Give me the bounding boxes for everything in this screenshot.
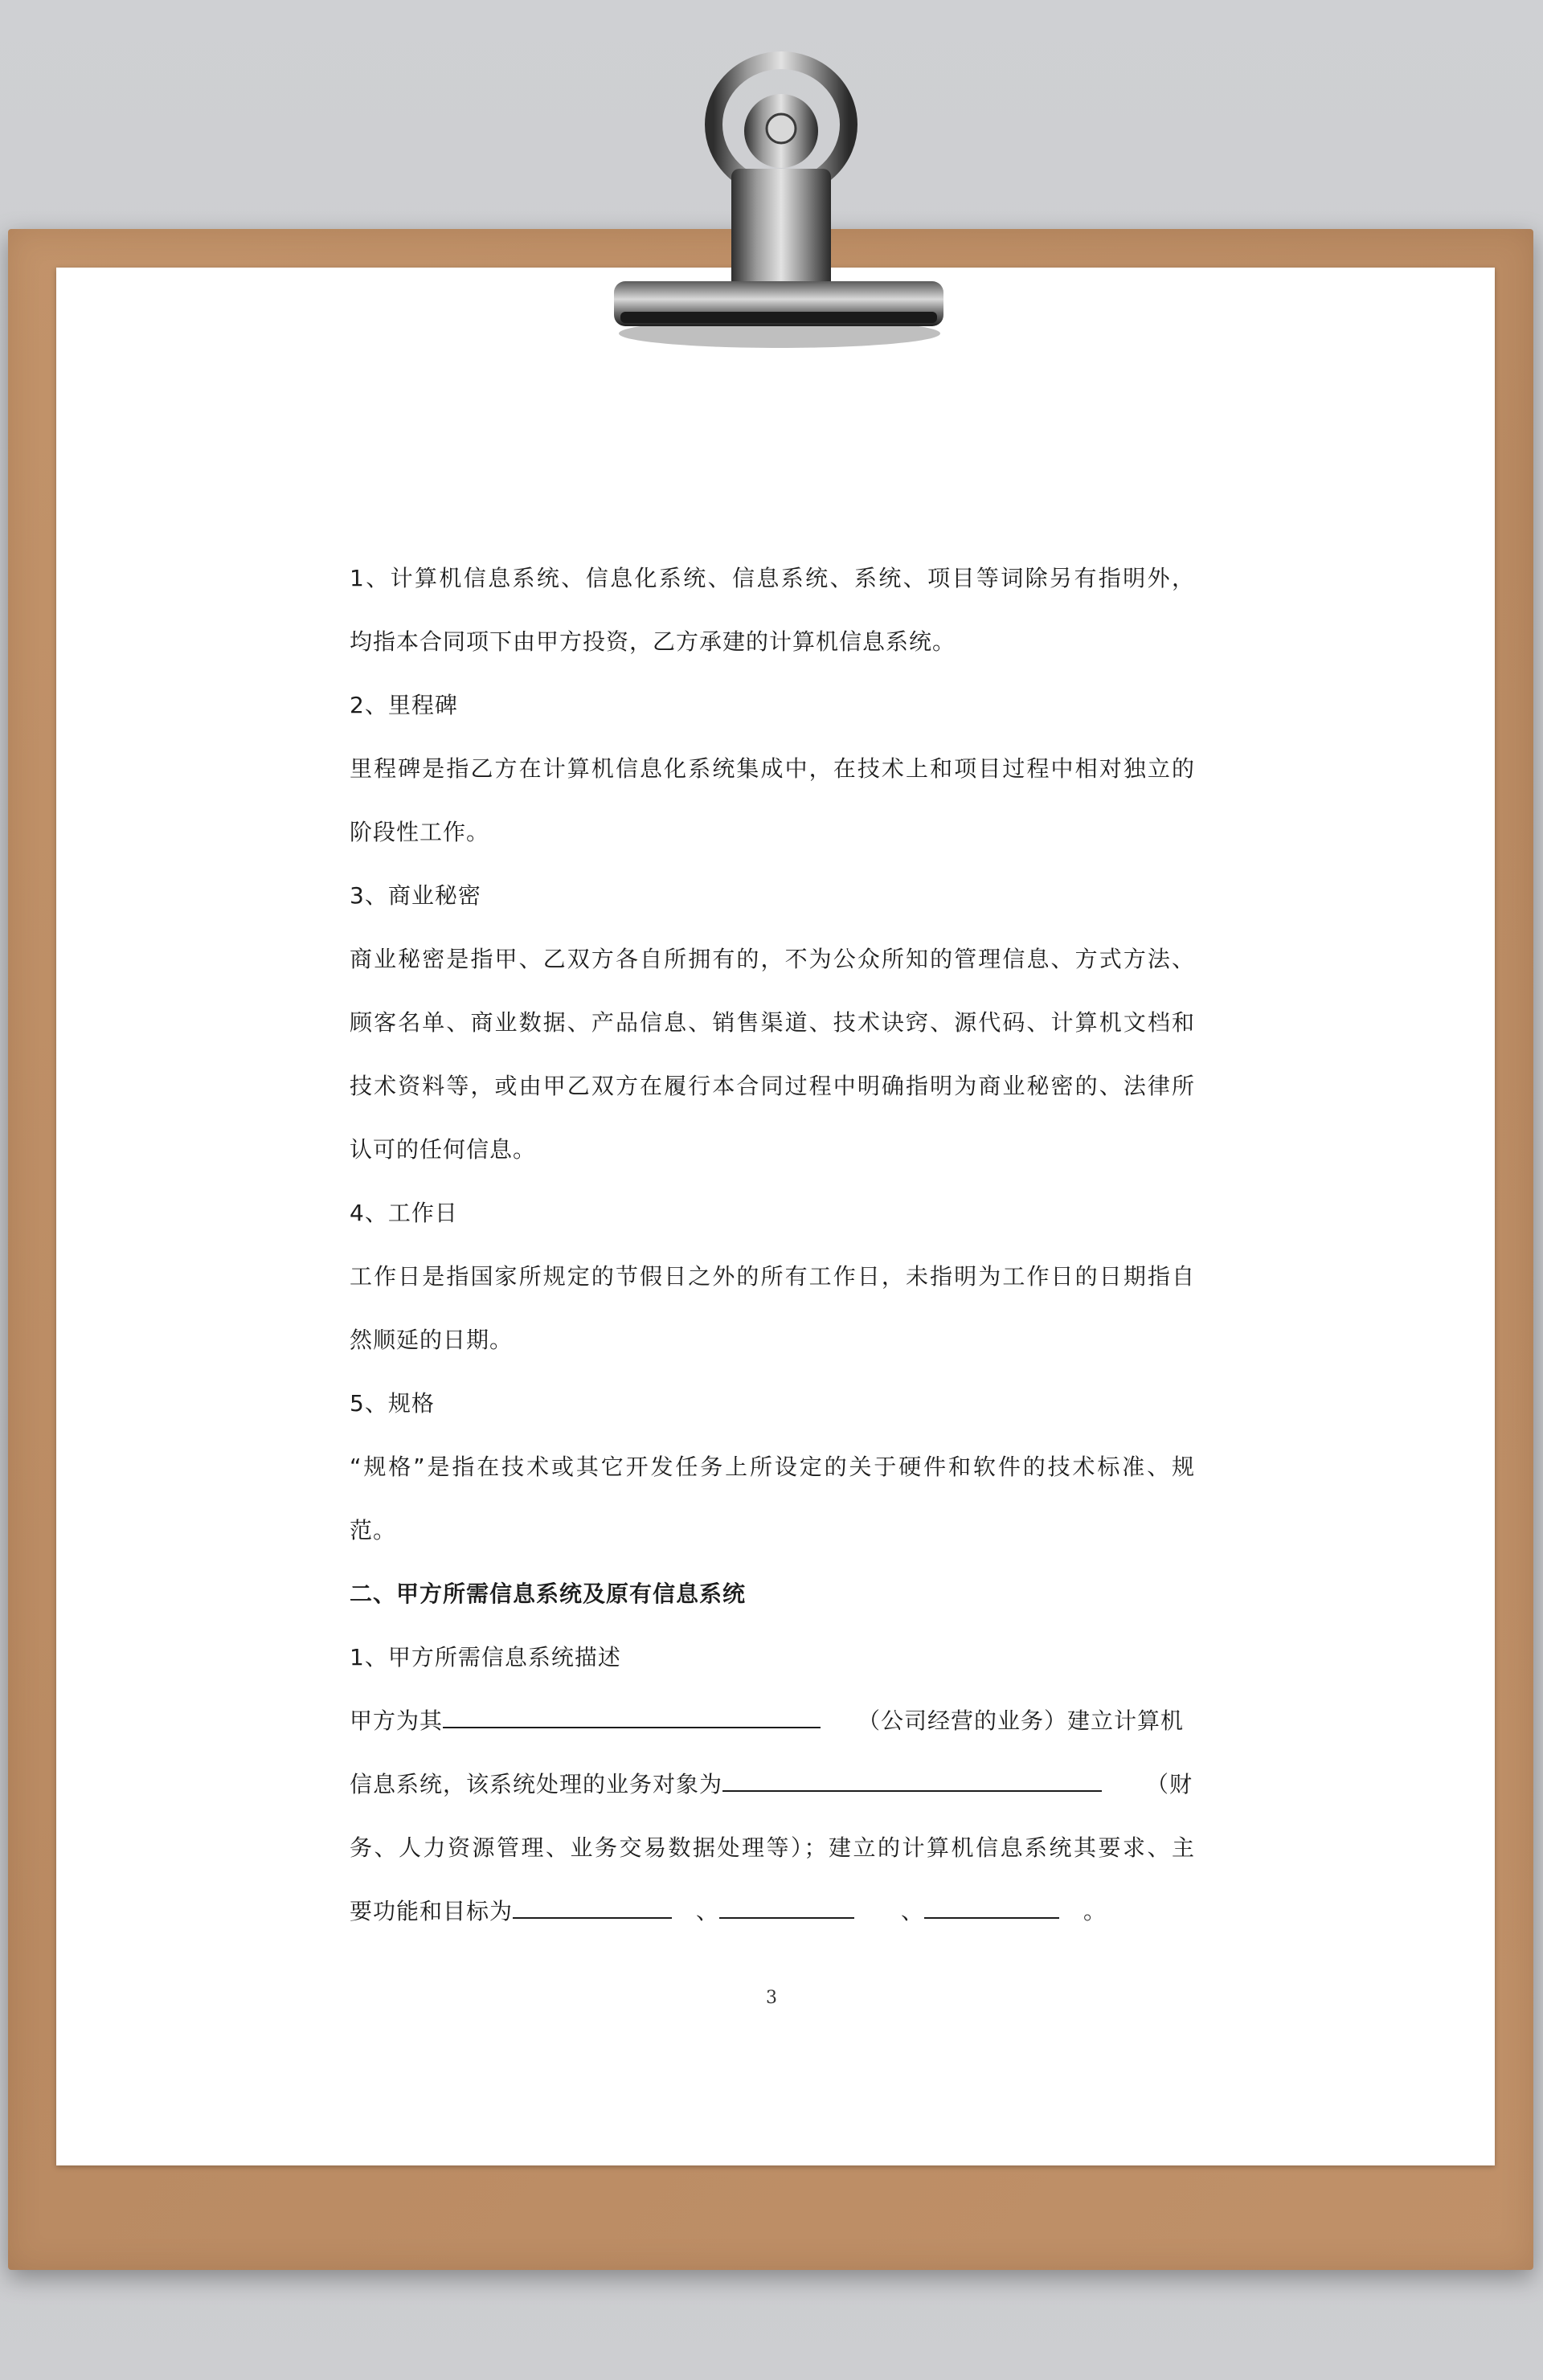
text-line: 然顺延的日期。 [350, 1327, 514, 1353]
section-heading: 5、规格 [350, 1390, 435, 1417]
blank-goal-1-field[interactable] [513, 1890, 672, 1919]
blank-business-object-field[interactable] [722, 1763, 1102, 1792]
text-line: 均指本合同项下由甲方投资，乙方承建的计算机信息系统。 [350, 628, 956, 655]
line-end: 。 [1083, 1898, 1107, 1924]
fill-in-suffix: （财 [1146, 1771, 1193, 1797]
section-heading: 4、工作日 [350, 1200, 458, 1226]
text-line: 顾客名单、商业数据、产品信息、销售渠道、技术诀窍、源代码、计算机文档和 [350, 1009, 1195, 1036]
blank-goal-3-field[interactable] [924, 1890, 1059, 1919]
text-line: 认可的任何信息。 [350, 1136, 537, 1163]
text-line: 技术资料等，或由甲乙双方在履行本合同过程中明确指明为商业秘密的、法律所 [350, 1073, 1195, 1099]
section-heading: 2、里程碑 [350, 692, 458, 718]
page-number: 3 [766, 1988, 777, 2008]
fill-in-prefix: 信息系统，该系统处理的业务对象为 [350, 1771, 723, 1797]
text-line: 1、计算机信息系统、信息化系统、信息系统、系统、项目等词除另有指明外， [350, 565, 1195, 591]
fill-in-line [350, 1887, 1195, 1951]
text-line: 里程碑是指乙方在计算机信息化系统集成中，在技术上和项目过程中相对独立的 [350, 755, 1195, 782]
text-line: 商业秘密是指甲、乙双方各自所拥有的，不为公众所知的管理信息、方式方法、 [350, 946, 1195, 972]
fill-in-line [350, 1697, 1195, 1760]
fill-in-line [350, 1760, 1195, 1824]
text-line: “规格”是指在技术或其它开发任务上所设定的关于硬件和软件的技术标准、规 [350, 1454, 1195, 1480]
section-heading: 1、甲方所需信息系统描述 [350, 1644, 621, 1670]
fill-in-suffix: （公司经营的业务）建立计算机 [857, 1707, 1185, 1734]
text-line: 阶段性工作。 [350, 819, 490, 845]
section-heading: 3、商业秘密 [350, 882, 481, 909]
document-body [350, 554, 1195, 1951]
text-line: 务、人力资源管理、业务交易数据处理等）；建立的计算机信息系统其要求、主 [350, 1834, 1195, 1861]
chapter-heading: 二、甲方所需信息系统及原有信息系统 [350, 1581, 747, 1607]
text-line: 范。 [350, 1517, 397, 1544]
blank-business-field[interactable] [443, 1699, 821, 1728]
fill-in-prefix: 甲方为其 [350, 1707, 444, 1734]
binder-clip-icon [579, 48, 948, 354]
blank-goal-2-field[interactable] [719, 1890, 854, 1919]
text-line: 工作日是指国家所规定的节假日之外的所有工作日，未指明为工作日的日期指自 [350, 1263, 1195, 1290]
fill-in-prefix: 要功能和目标为 [350, 1898, 514, 1924]
separator: 、 [901, 1898, 925, 1924]
separator: 、 [696, 1898, 720, 1924]
